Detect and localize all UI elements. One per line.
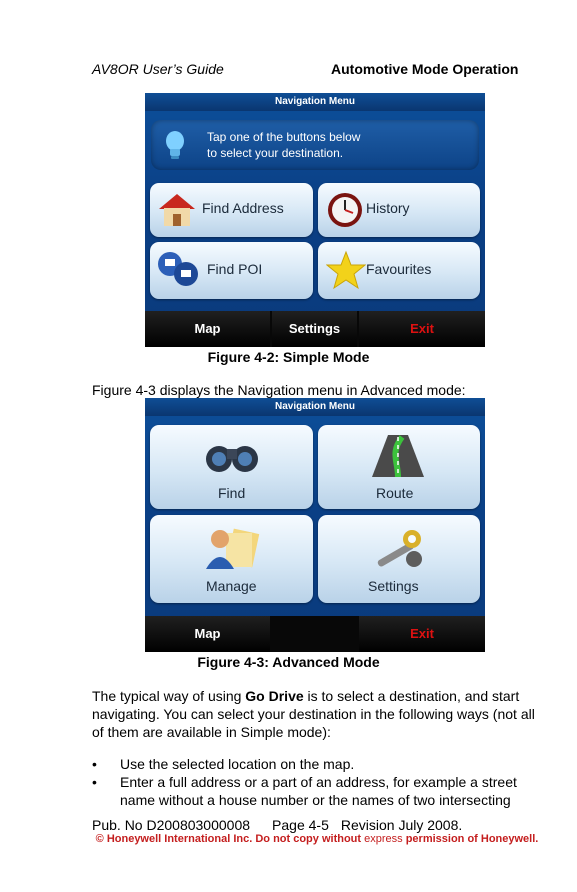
copyright-notice: © Honeywell International Inc. Do not copy without express permission of Honeywell. (95, 833, 539, 845)
figure-4-3-caption: Figure 4-3: Advanced Mode (197, 654, 380, 670)
navigation-menu-title: Navigation Menu (145, 398, 485, 416)
body-paragraph: The typical way of using Go Drive is to select a destination, and start navigating. You can select your destination in the following ways (not all of them are available in Simple mode): (92, 688, 535, 740)
page-footer: Pub. No D200803000008 Page 4-5 Revision July 2008. (92, 817, 463, 833)
route-icon (368, 431, 428, 479)
settings-button[interactable]: Settings (318, 515, 480, 603)
find-button[interactable]: Find (150, 425, 313, 509)
hint-text: Tap one of the buttons below to select your destination. (207, 130, 361, 160)
advanced-mode-screenshot (145, 398, 485, 652)
tab-exit[interactable]: Exit (359, 311, 485, 347)
house-icon (156, 191, 198, 229)
find-poi-button[interactable]: Find POI (150, 242, 313, 299)
section-title: Automotive Mode Operation (331, 61, 519, 77)
favourites-button[interactable]: Favourites (318, 242, 480, 299)
lightbulb-icon (164, 130, 186, 160)
poi-icon (156, 250, 202, 290)
tab-settings[interactable]: Settings (272, 311, 357, 347)
simple-mode-screenshot (145, 93, 485, 347)
intro-text: Figure 4-3 displays the Navigation menu in Advanced mode: (92, 382, 466, 398)
tab-map[interactable]: Map (145, 311, 270, 347)
binoculars-icon (202, 435, 262, 477)
hint-panel (151, 120, 479, 170)
tab-exit[interactable]: Exit (359, 616, 485, 652)
wrench-icon (368, 525, 428, 571)
guide-title: AV8OR User’s Guide (92, 61, 224, 77)
history-button[interactable]: History (318, 183, 480, 237)
navigation-menu-title: Navigation Menu (145, 93, 485, 111)
find-address-button[interactable]: Find Address (150, 183, 313, 237)
go-drive-text: Go Drive (245, 688, 304, 704)
bottom-bar (145, 311, 485, 347)
manage-button[interactable]: Manage (150, 515, 313, 603)
bottom-bar (145, 616, 485, 652)
route-button[interactable]: Route (318, 425, 480, 509)
star-icon (326, 250, 366, 290)
tab-map[interactable]: Map (145, 616, 270, 652)
manage-icon (202, 523, 262, 573)
clock-icon (326, 191, 364, 229)
figure-4-2-caption: Figure 4-2: Simple Mode (207, 349, 370, 365)
